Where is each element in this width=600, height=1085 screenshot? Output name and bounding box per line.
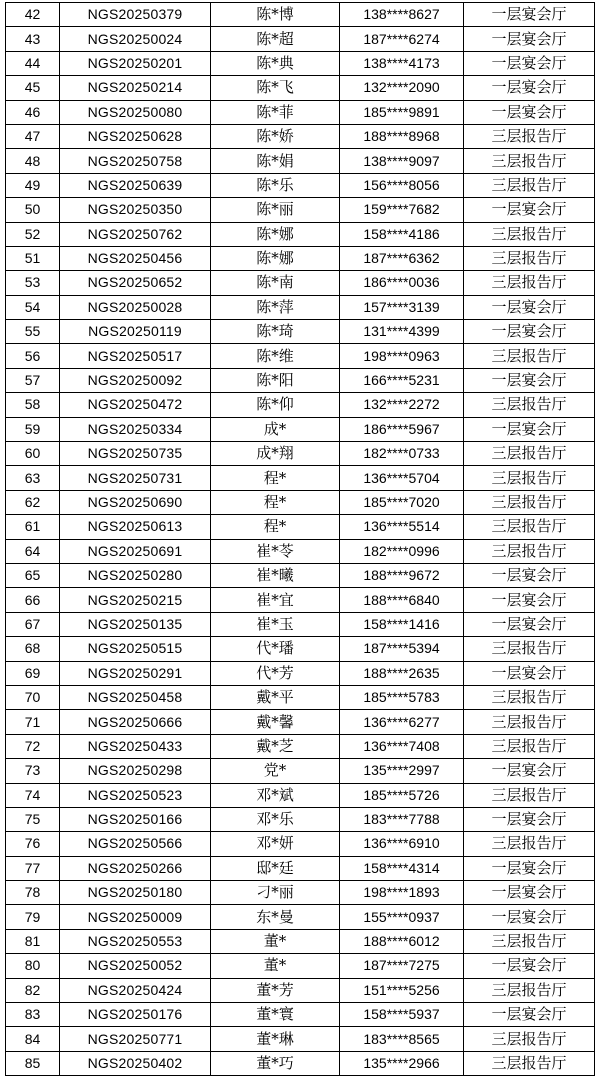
row-number-cell: 76 (6, 832, 60, 856)
registration-code-cell: NGS20250731 (60, 466, 211, 490)
attendee-name-cell: 刁*丽 (211, 881, 340, 905)
table-row (6, 393, 595, 417)
attendee-name-cell: 陈*博 (211, 3, 340, 27)
phone-number-cell: 158****4314 (340, 856, 464, 880)
registration-code-cell: NGS20250628 (60, 124, 211, 148)
attendee-name-cell: 邸*廷 (211, 856, 340, 880)
table-row (6, 173, 595, 197)
venue-cell: 三层报告厅 (464, 173, 595, 197)
row-number-cell: 61 (6, 515, 60, 539)
table-row (6, 124, 595, 148)
table-row (6, 76, 595, 100)
phone-number-cell: 183****8565 (340, 1027, 464, 1051)
table-row (6, 100, 595, 124)
venue-cell: 一层宴会厅 (464, 856, 595, 880)
venue-cell: 一层宴会厅 (464, 320, 595, 344)
table-row (6, 222, 595, 246)
attendee-name-cell: 陈*乐 (211, 173, 340, 197)
registration-code-cell: NGS20250024 (60, 27, 211, 51)
table-row (6, 271, 595, 295)
table-row (6, 515, 595, 539)
venue-cell: 一层宴会厅 (464, 588, 595, 612)
phone-number-cell: 182****0996 (340, 539, 464, 563)
attendee-name-cell: 邓*斌 (211, 783, 340, 807)
phone-number-cell: 185****9891 (340, 100, 464, 124)
row-number-cell: 79 (6, 905, 60, 929)
attendee-name-cell: 戴*馨 (211, 710, 340, 734)
table-row (6, 3, 595, 27)
table-row (6, 442, 595, 466)
row-number-cell: 67 (6, 612, 60, 636)
phone-number-cell: 132****2272 (340, 393, 464, 417)
registration-code-cell: NGS20250092 (60, 368, 211, 392)
registration-code-cell: NGS20250052 (60, 954, 211, 978)
registration-code-cell: NGS20250758 (60, 149, 211, 173)
venue-cell: 一层宴会厅 (464, 563, 595, 587)
attendee-table (5, 2, 595, 1076)
registration-code-cell: NGS20250424 (60, 978, 211, 1002)
table-row (6, 783, 595, 807)
attendee-name-cell: 陈*琦 (211, 320, 340, 344)
phone-number-cell: 183****7788 (340, 807, 464, 831)
venue-cell: 三层报告厅 (464, 515, 595, 539)
table-row (6, 490, 595, 514)
attendee-name-cell: 代*芳 (211, 661, 340, 685)
registration-code-cell: NGS20250379 (60, 3, 211, 27)
table-row (6, 588, 595, 612)
row-number-cell: 65 (6, 563, 60, 587)
row-number-cell: 54 (6, 295, 60, 319)
phone-number-cell: 185****5783 (340, 685, 464, 709)
attendee-name-cell: 董*寰 (211, 1003, 340, 1027)
phone-number-cell: 136****6910 (340, 832, 464, 856)
phone-number-cell: 188****9672 (340, 563, 464, 587)
table-row (6, 563, 595, 587)
phone-number-cell: 188****6840 (340, 588, 464, 612)
registration-code-cell: NGS20250201 (60, 51, 211, 75)
registration-code-cell: NGS20250215 (60, 588, 211, 612)
phone-number-cell: 136****6277 (340, 710, 464, 734)
phone-number-cell: 155****0937 (340, 905, 464, 929)
table-row (6, 417, 595, 441)
venue-cell: 一层宴会厅 (464, 368, 595, 392)
table-row (6, 637, 595, 661)
phone-number-cell: 182****0733 (340, 442, 464, 466)
venue-cell: 三层报告厅 (464, 393, 595, 417)
table-row (6, 759, 595, 783)
attendee-name-cell: 邓*乐 (211, 807, 340, 831)
table-row (6, 685, 595, 709)
phone-number-cell: 166****5231 (340, 368, 464, 392)
table-row (6, 51, 595, 75)
venue-cell: 一层宴会厅 (464, 76, 595, 100)
attendee-name-cell: 陈*南 (211, 271, 340, 295)
phone-number-cell: 135****2997 (340, 759, 464, 783)
attendee-name-cell: 戴*芝 (211, 734, 340, 758)
table-row (6, 320, 595, 344)
row-number-cell: 44 (6, 51, 60, 75)
registration-code-cell: NGS20250266 (60, 856, 211, 880)
attendee-name-cell: 崔*苓 (211, 539, 340, 563)
phone-number-cell: 158****1416 (340, 612, 464, 636)
phone-number-cell: 185****5726 (340, 783, 464, 807)
attendee-name-cell: 董*芳 (211, 978, 340, 1002)
table-row (6, 856, 595, 880)
table-row (6, 954, 595, 978)
attendee-name-cell: 陈*娜 (211, 246, 340, 270)
registration-code-cell: NGS20250515 (60, 637, 211, 661)
table-row (6, 710, 595, 734)
row-number-cell: 57 (6, 368, 60, 392)
registration-code-cell: NGS20250517 (60, 344, 211, 368)
row-number-cell: 64 (6, 539, 60, 563)
registration-code-cell: NGS20250291 (60, 661, 211, 685)
venue-cell: 三层报告厅 (464, 442, 595, 466)
attendee-name-cell: 戴*平 (211, 685, 340, 709)
venue-cell: 三层报告厅 (464, 710, 595, 734)
attendee-name-cell: 崔*玉 (211, 612, 340, 636)
venue-cell: 一层宴会厅 (464, 905, 595, 929)
row-number-cell: 55 (6, 320, 60, 344)
phone-number-cell: 156****8056 (340, 173, 464, 197)
attendee-name-cell: 东*曼 (211, 905, 340, 929)
venue-cell: 一层宴会厅 (464, 661, 595, 685)
row-number-cell: 50 (6, 198, 60, 222)
table-row (6, 832, 595, 856)
row-number-cell: 81 (6, 929, 60, 953)
venue-cell: 一层宴会厅 (464, 51, 595, 75)
table-row (6, 1051, 595, 1075)
attendee-name-cell: 陈*飞 (211, 76, 340, 100)
venue-cell: 三层报告厅 (464, 271, 595, 295)
registration-code-cell: NGS20250135 (60, 612, 211, 636)
row-number-cell: 56 (6, 344, 60, 368)
venue-cell: 一层宴会厅 (464, 27, 595, 51)
row-number-cell: 59 (6, 417, 60, 441)
venue-cell: 一层宴会厅 (464, 612, 595, 636)
phone-number-cell: 186****0036 (340, 271, 464, 295)
registration-code-cell: NGS20250298 (60, 759, 211, 783)
phone-number-cell: 185****7020 (340, 490, 464, 514)
venue-cell: 三层报告厅 (464, 149, 595, 173)
attendee-name-cell: 陈*萍 (211, 295, 340, 319)
attendee-name-cell: 董* (211, 929, 340, 953)
row-number-cell: 71 (6, 710, 60, 734)
row-number-cell: 63 (6, 466, 60, 490)
phone-number-cell: 198****1893 (340, 881, 464, 905)
row-number-cell: 83 (6, 1003, 60, 1027)
row-number-cell: 60 (6, 442, 60, 466)
row-number-cell: 48 (6, 149, 60, 173)
registration-code-cell: NGS20250691 (60, 539, 211, 563)
row-number-cell: 46 (6, 100, 60, 124)
venue-cell: 三层报告厅 (464, 1051, 595, 1075)
row-number-cell: 82 (6, 978, 60, 1002)
attendee-name-cell: 程* (211, 490, 340, 514)
row-number-cell: 75 (6, 807, 60, 831)
venue-cell: 三层报告厅 (464, 222, 595, 246)
venue-cell: 一层宴会厅 (464, 295, 595, 319)
attendee-name-cell: 邓*妍 (211, 832, 340, 856)
phone-number-cell: 158****4186 (340, 222, 464, 246)
attendee-name-cell: 陈*丽 (211, 198, 340, 222)
venue-cell: 三层报告厅 (464, 832, 595, 856)
row-number-cell: 72 (6, 734, 60, 758)
attendee-name-cell: 崔*曦 (211, 563, 340, 587)
row-number-cell: 52 (6, 222, 60, 246)
registration-code-cell: NGS20250176 (60, 1003, 211, 1027)
attendee-name-cell: 陈*阳 (211, 368, 340, 392)
registration-code-cell: NGS20250666 (60, 710, 211, 734)
table-row (6, 612, 595, 636)
phone-number-cell: 198****0963 (340, 344, 464, 368)
registration-code-cell: NGS20250566 (60, 832, 211, 856)
phone-number-cell: 188****2635 (340, 661, 464, 685)
registration-code-cell: NGS20250402 (60, 1051, 211, 1075)
table-row (6, 661, 595, 685)
attendee-name-cell: 程* (211, 515, 340, 539)
attendee-name-cell: 陈*典 (211, 51, 340, 75)
table-row (6, 198, 595, 222)
attendee-name-cell: 陈*仰 (211, 393, 340, 417)
registration-code-cell: NGS20250456 (60, 246, 211, 270)
registration-code-cell: NGS20250472 (60, 393, 211, 417)
attendee-table-body (6, 3, 595, 1076)
phone-number-cell: 138****9097 (340, 149, 464, 173)
attendee-name-cell: 党* (211, 759, 340, 783)
registration-code-cell: NGS20250639 (60, 173, 211, 197)
venue-cell: 三层报告厅 (464, 929, 595, 953)
phone-number-cell: 158****5937 (340, 1003, 464, 1027)
venue-cell: 一层宴会厅 (464, 807, 595, 831)
row-number-cell: 66 (6, 588, 60, 612)
row-number-cell: 51 (6, 246, 60, 270)
phone-number-cell: 157****3139 (340, 295, 464, 319)
phone-number-cell: 159****7682 (340, 198, 464, 222)
venue-cell: 三层报告厅 (464, 978, 595, 1002)
table-row (6, 344, 595, 368)
row-number-cell: 85 (6, 1051, 60, 1075)
attendee-name-cell: 陈*超 (211, 27, 340, 51)
registration-code-cell: NGS20250458 (60, 685, 211, 709)
phone-number-cell: 188****8968 (340, 124, 464, 148)
row-number-cell: 43 (6, 27, 60, 51)
attendee-name-cell: 董*琳 (211, 1027, 340, 1051)
table-row (6, 1027, 595, 1051)
table-row (6, 929, 595, 953)
venue-cell: 三层报告厅 (464, 124, 595, 148)
table-row (6, 734, 595, 758)
phone-number-cell: 187****6274 (340, 27, 464, 51)
table-row (6, 149, 595, 173)
registration-code-cell: NGS20250652 (60, 271, 211, 295)
attendee-name-cell: 董* (211, 954, 340, 978)
attendee-name-cell: 陈*娇 (211, 124, 340, 148)
registration-code-cell: NGS20250762 (60, 222, 211, 246)
registration-code-cell: NGS20250119 (60, 320, 211, 344)
table-row (6, 466, 595, 490)
row-number-cell: 78 (6, 881, 60, 905)
row-number-cell: 42 (6, 3, 60, 27)
row-number-cell: 77 (6, 856, 60, 880)
row-number-cell: 69 (6, 661, 60, 685)
venue-cell: 三层报告厅 (464, 734, 595, 758)
phone-number-cell: 188****6012 (340, 929, 464, 953)
table-row (6, 807, 595, 831)
registration-code-cell: NGS20250735 (60, 442, 211, 466)
registration-code-cell: NGS20250280 (60, 563, 211, 587)
venue-cell: 一层宴会厅 (464, 1003, 595, 1027)
venue-cell: 三层报告厅 (464, 1027, 595, 1051)
table-row (6, 246, 595, 270)
venue-cell: 一层宴会厅 (464, 100, 595, 124)
venue-cell: 三层报告厅 (464, 344, 595, 368)
registration-code-cell: NGS20250350 (60, 198, 211, 222)
venue-cell: 三层报告厅 (464, 490, 595, 514)
registration-code-cell: NGS20250166 (60, 807, 211, 831)
venue-cell: 一层宴会厅 (464, 3, 595, 27)
attendee-name-cell: 成*翔 (211, 442, 340, 466)
venue-cell: 三层报告厅 (464, 783, 595, 807)
phone-number-cell: 187****7275 (340, 954, 464, 978)
registration-code-cell: NGS20250214 (60, 76, 211, 100)
attendee-name-cell: 成* (211, 417, 340, 441)
row-number-cell: 49 (6, 173, 60, 197)
row-number-cell: 70 (6, 685, 60, 709)
attendee-name-cell: 陈*娟 (211, 149, 340, 173)
venue-cell: 一层宴会厅 (464, 198, 595, 222)
row-number-cell: 84 (6, 1027, 60, 1051)
table-row (6, 27, 595, 51)
venue-cell: 三层报告厅 (464, 466, 595, 490)
venue-cell: 一层宴会厅 (464, 759, 595, 783)
row-number-cell: 80 (6, 954, 60, 978)
phone-number-cell: 138****4173 (340, 51, 464, 75)
row-number-cell: 68 (6, 637, 60, 661)
phone-number-cell: 186****5967 (340, 417, 464, 441)
row-number-cell: 45 (6, 76, 60, 100)
row-number-cell: 53 (6, 271, 60, 295)
registration-code-cell: NGS20250690 (60, 490, 211, 514)
table-row (6, 539, 595, 563)
registration-code-cell: NGS20250523 (60, 783, 211, 807)
attendee-name-cell: 崔*宜 (211, 588, 340, 612)
phone-number-cell: 135****2966 (340, 1051, 464, 1075)
phone-number-cell: 151****5256 (340, 978, 464, 1002)
attendee-name-cell: 陈*菲 (211, 100, 340, 124)
attendee-name-cell: 陈*娜 (211, 222, 340, 246)
table-row (6, 978, 595, 1002)
phone-number-cell: 136****5514 (340, 515, 464, 539)
phone-number-cell: 187****6362 (340, 246, 464, 270)
venue-cell: 三层报告厅 (464, 539, 595, 563)
registration-code-cell: NGS20250771 (60, 1027, 211, 1051)
phone-number-cell: 136****5704 (340, 466, 464, 490)
venue-cell: 三层报告厅 (464, 685, 595, 709)
registration-code-cell: NGS20250613 (60, 515, 211, 539)
row-number-cell: 58 (6, 393, 60, 417)
venue-cell: 三层报告厅 (464, 637, 595, 661)
row-number-cell: 47 (6, 124, 60, 148)
venue-cell: 一层宴会厅 (464, 417, 595, 441)
phone-number-cell: 131****4399 (340, 320, 464, 344)
table-row (6, 295, 595, 319)
phone-number-cell: 132****2090 (340, 76, 464, 100)
attendee-name-cell: 陈*维 (211, 344, 340, 368)
venue-cell: 一层宴会厅 (464, 954, 595, 978)
table-row (6, 368, 595, 392)
attendee-name-cell: 程* (211, 466, 340, 490)
registration-code-cell: NGS20250553 (60, 929, 211, 953)
phone-number-cell: 136****7408 (340, 734, 464, 758)
registration-code-cell: NGS20250433 (60, 734, 211, 758)
phone-number-cell: 138****8627 (340, 3, 464, 27)
attendee-name-cell: 董*巧 (211, 1051, 340, 1075)
registration-code-cell: NGS20250028 (60, 295, 211, 319)
attendee-name-cell: 代*璠 (211, 637, 340, 661)
row-number-cell: 73 (6, 759, 60, 783)
phone-number-cell: 187****5394 (340, 637, 464, 661)
venue-cell: 三层报告厅 (464, 246, 595, 270)
row-number-cell: 62 (6, 490, 60, 514)
table-row (6, 1003, 595, 1027)
registration-code-cell: NGS20250080 (60, 100, 211, 124)
registration-code-cell: NGS20250180 (60, 881, 211, 905)
venue-cell: 一层宴会厅 (464, 881, 595, 905)
registration-code-cell: NGS20250334 (60, 417, 211, 441)
table-row (6, 881, 595, 905)
row-number-cell: 74 (6, 783, 60, 807)
table-row (6, 905, 595, 929)
registration-code-cell: NGS20250009 (60, 905, 211, 929)
